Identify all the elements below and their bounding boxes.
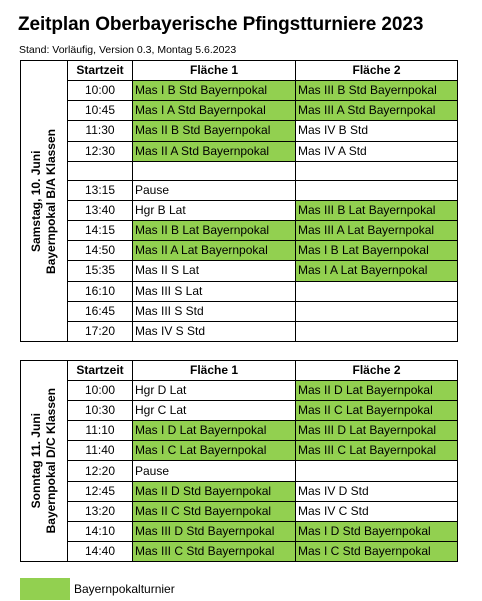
version-subtitle: Stand: Vorläufig, Version 0.3, Montag 5.6.2023 xyxy=(19,44,237,56)
start-time-cell: 12:20 xyxy=(68,461,133,481)
flaeche-1-cell: Pause xyxy=(133,180,296,200)
schedule-row xyxy=(21,180,458,200)
flaeche-2-cell xyxy=(296,161,458,180)
day-label-cell xyxy=(21,361,68,562)
flaeche-1-cell: Mas III S Lat xyxy=(133,281,296,301)
schedule-row xyxy=(21,200,458,220)
flaeche-1-cell: Mas III S Std xyxy=(133,301,296,321)
start-time-cell: 16:45 xyxy=(68,301,133,321)
flaeche-2-cell: Mas III B Lat Bayernpokal xyxy=(296,200,458,220)
flaeche-1-cell: Mas I D Lat Bayernpokal xyxy=(133,421,296,441)
start-time-cell: 11:10 xyxy=(68,421,133,441)
flaeche-2-cell: Mas II D Lat Bayernpokal xyxy=(296,381,458,401)
schedule-row xyxy=(21,441,458,461)
schedule-row xyxy=(21,101,458,121)
flaeche-2-cell xyxy=(296,281,458,301)
day-label-date: Samstag, 10. Juni xyxy=(29,150,43,252)
column-header-flaeche-2: Fläche 2 xyxy=(296,61,458,81)
day-label xyxy=(21,61,67,341)
flaeche-1-cell: Mas II C Std Bayernpokal xyxy=(133,501,296,521)
flaeche-2-cell: Mas IV D Std xyxy=(296,481,458,501)
legend-swatch-pokal xyxy=(20,578,70,600)
flaeche-1-cell: Mas I C Lat Bayernpokal xyxy=(133,441,296,461)
column-header-flaeche-1: Fläche 1 xyxy=(133,361,296,381)
flaeche-1-cell: Hgr D Lat xyxy=(133,381,296,401)
start-time-cell: 13:20 xyxy=(68,501,133,521)
schedule-row xyxy=(21,481,458,501)
flaeche-1-cell: Mas II A Std Bayernpokal xyxy=(133,141,296,161)
flaeche-1-cell xyxy=(133,161,296,180)
flaeche-2-cell xyxy=(296,301,458,321)
flaeche-2-cell: Mas I A Lat Bayernpokal xyxy=(296,261,458,281)
start-time-cell: 17:20 xyxy=(68,321,133,341)
header-row xyxy=(21,61,458,81)
page-title: Zeitplan Oberbayerische Pfingstturniere 2023 xyxy=(18,14,424,35)
flaeche-1-cell: Mas II B Lat Bayernpokal xyxy=(133,221,296,241)
day-label-date: Sonntag 11. Juni xyxy=(29,413,43,509)
start-time-cell: 13:15 xyxy=(68,180,133,200)
start-time-cell: 14:40 xyxy=(68,541,133,561)
flaeche-2-cell xyxy=(296,321,458,341)
day-label-text xyxy=(29,388,59,533)
legend xyxy=(20,578,175,600)
start-time-cell: 10:00 xyxy=(68,81,133,101)
start-time-cell: 14:15 xyxy=(68,221,133,241)
flaeche-1-cell: Hgr B Lat xyxy=(133,200,296,220)
flaeche-2-cell: Mas II C Lat Bayernpokal xyxy=(296,401,458,421)
column-header-time: Startzeit xyxy=(68,61,133,81)
flaeche-2-cell: Mas III B Std Bayernpokal xyxy=(296,81,458,101)
schedule-table-saturday xyxy=(20,60,458,342)
schedule-row xyxy=(21,121,458,141)
flaeche-2-cell xyxy=(296,180,458,200)
schedule-row xyxy=(21,81,458,101)
flaeche-1-cell: Mas II S Lat xyxy=(133,261,296,281)
day-label-classes: Bayernpokal D/C Klassen xyxy=(44,388,58,534)
schedule-row xyxy=(21,541,458,561)
flaeche-2-cell: Mas IV B Std xyxy=(296,121,458,141)
day-label-classes: Bayernpokal B/A Klassen xyxy=(44,128,58,274)
schedule-row xyxy=(21,241,458,261)
start-time-cell: 12:45 xyxy=(68,481,133,501)
start-time-cell: 15:35 xyxy=(68,261,133,281)
flaeche-1-cell: Mas II D Std Bayernpokal xyxy=(133,481,296,501)
flaeche-2-cell: Mas III C Lat Bayernpokal xyxy=(296,441,458,461)
schedule-row xyxy=(21,461,458,481)
flaeche-1-cell: Mas II A Lat Bayernpokal xyxy=(133,241,296,261)
flaeche-1-cell: Mas I A Std Bayernpokal xyxy=(133,101,296,121)
start-time-cell: 11:30 xyxy=(68,121,133,141)
start-time-cell xyxy=(68,161,133,180)
schedule-row xyxy=(21,521,458,541)
schedule-row xyxy=(21,261,458,281)
flaeche-2-cell xyxy=(296,461,458,481)
flaeche-2-cell: Mas I B Lat Bayernpokal xyxy=(296,241,458,261)
schedule-row xyxy=(21,221,458,241)
start-time-cell: 11:40 xyxy=(68,441,133,461)
flaeche-2-cell: Mas III A Std Bayernpokal xyxy=(296,101,458,121)
start-time-cell: 12:30 xyxy=(68,141,133,161)
start-time-cell: 14:10 xyxy=(68,521,133,541)
flaeche-1-cell: Mas II B Std Bayernpokal xyxy=(133,121,296,141)
schedule-row xyxy=(21,281,458,301)
schedule-row xyxy=(21,381,458,401)
day-label-text xyxy=(29,129,59,274)
schedule-row xyxy=(21,301,458,321)
schedule-table-sunday xyxy=(20,360,458,562)
schedule-row xyxy=(21,501,458,521)
flaeche-1-cell: Hgr C Lat xyxy=(133,401,296,421)
column-header-flaeche-2: Fläche 2 xyxy=(296,361,458,381)
flaeche-1-cell: Mas IV S Std xyxy=(133,321,296,341)
start-time-cell: 10:45 xyxy=(68,101,133,121)
day-label-cell xyxy=(21,61,68,342)
flaeche-2-cell: Mas I C Std Bayernpokal xyxy=(296,541,458,561)
start-time-cell: 16:10 xyxy=(68,281,133,301)
flaeche-2-cell: Mas III D Lat Bayernpokal xyxy=(296,421,458,441)
schedule-row xyxy=(21,321,458,341)
start-time-cell: 14:50 xyxy=(68,241,133,261)
schedule-row xyxy=(21,141,458,161)
flaeche-2-cell: Mas IV A Std xyxy=(296,141,458,161)
legend-label: Bayernpokalturnier xyxy=(74,582,175,596)
day-label xyxy=(21,361,67,561)
start-time-cell: 13:40 xyxy=(68,200,133,220)
schedule-row xyxy=(21,161,458,180)
flaeche-2-cell: Mas I D Std Bayernpokal xyxy=(296,521,458,541)
column-header-time: Startzeit xyxy=(68,361,133,381)
flaeche-1-cell: Mas III D Std Bayernpokal xyxy=(133,521,296,541)
schedule-row xyxy=(21,421,458,441)
flaeche-1-cell: Mas III C Std Bayernpokal xyxy=(133,541,296,561)
flaeche-1-cell: Mas I B Std Bayernpokal xyxy=(133,81,296,101)
header-row xyxy=(21,361,458,381)
flaeche-2-cell: Mas III A Lat Bayernpokal xyxy=(296,221,458,241)
schedule-row xyxy=(21,401,458,421)
column-header-flaeche-1: Fläche 1 xyxy=(133,61,296,81)
flaeche-2-cell: Mas IV C Std xyxy=(296,501,458,521)
start-time-cell: 10:30 xyxy=(68,401,133,421)
flaeche-1-cell: Pause xyxy=(133,461,296,481)
start-time-cell: 10:00 xyxy=(68,381,133,401)
